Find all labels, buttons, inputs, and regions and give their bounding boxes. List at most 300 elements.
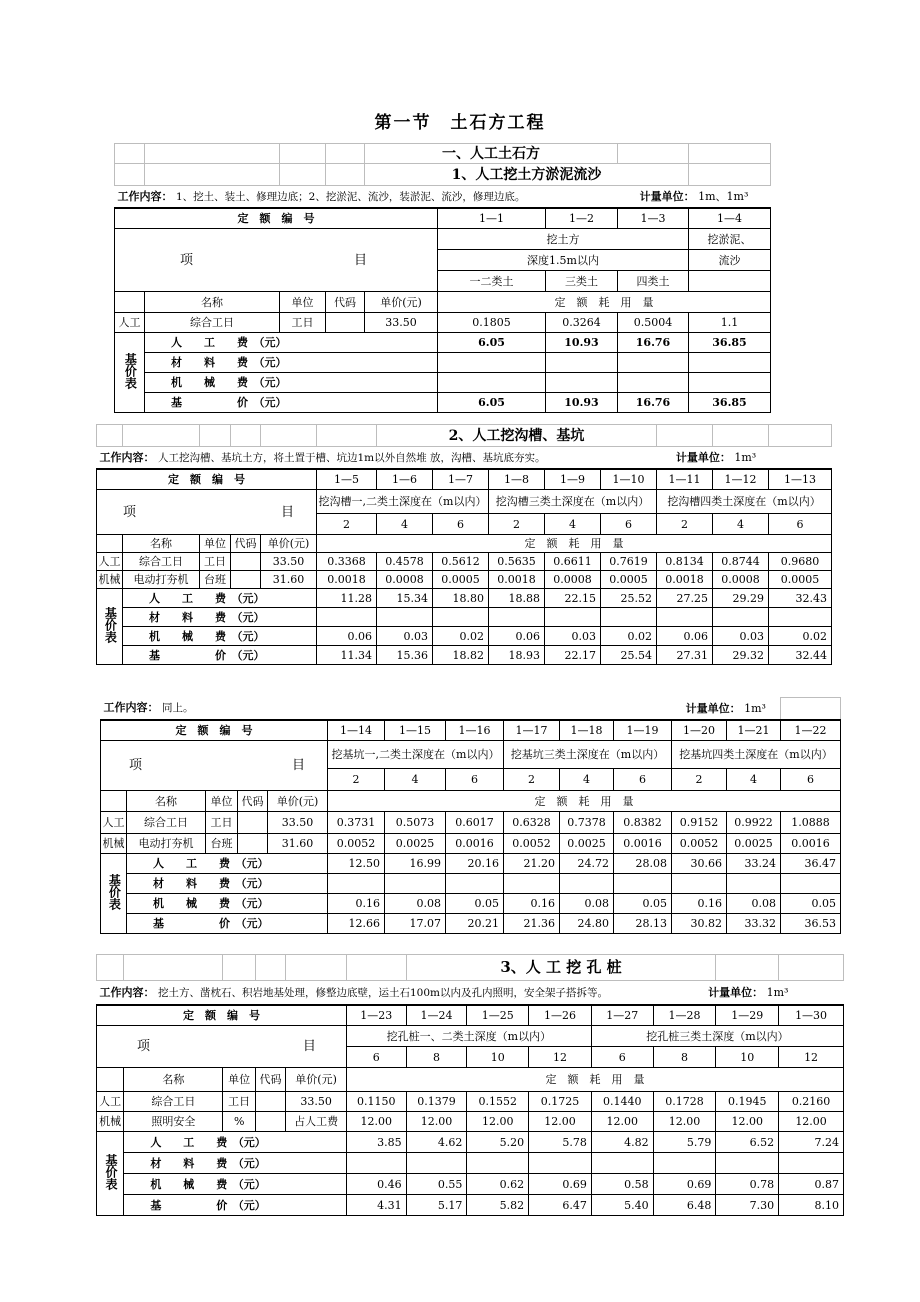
soil-class: 一二类土 xyxy=(438,271,546,292)
cost-value xyxy=(769,608,832,627)
cost-value: 16.76 xyxy=(618,333,689,353)
item-header: 项 目 xyxy=(97,490,317,535)
consumption-value: 0.0008 xyxy=(377,571,433,589)
consumption-value: 0.0052 xyxy=(328,834,385,854)
base-price-block xyxy=(97,1132,844,1216)
quota-code: 1—21 xyxy=(727,720,781,741)
quota-code: 1—7 xyxy=(433,469,489,490)
consumption-value: 0.9680 xyxy=(769,553,832,571)
cost-row-label: 机 械 费 （元） xyxy=(123,627,317,646)
cost-value xyxy=(601,608,657,627)
cost-value: 18.93 xyxy=(489,646,545,665)
cost-value: 0.02 xyxy=(769,627,832,646)
cost-value: 6.52 xyxy=(716,1132,779,1153)
depth-value: 6 xyxy=(433,514,489,535)
cost-value xyxy=(653,1153,716,1174)
quota-code: 1—11 xyxy=(657,469,713,490)
consumption-value: 0.0008 xyxy=(545,571,601,589)
consumption-value: 0.0018 xyxy=(489,571,545,589)
soil-class: 四类土 xyxy=(618,271,689,292)
quota-code: 1—26 xyxy=(529,1005,592,1026)
base-price-label: 基价表 xyxy=(101,854,127,934)
cost-value: 32.44 xyxy=(769,646,832,665)
code-header: 定 额 编 号 xyxy=(97,469,317,490)
unit-value: 1m³ xyxy=(744,701,766,715)
cost-value: 0.78 xyxy=(716,1174,779,1195)
consumption-value: 0.0052 xyxy=(504,834,560,854)
resource-name: 综合工日 xyxy=(124,1092,223,1112)
consumption-value: 0.1945 xyxy=(716,1092,779,1112)
cost-value: 0.69 xyxy=(653,1174,716,1195)
consumption-value: 0.1728 xyxy=(653,1092,716,1112)
cost-value xyxy=(546,353,618,373)
depth-value: 10 xyxy=(467,1047,529,1068)
quota-code: 1—25 xyxy=(467,1005,529,1026)
cost-value: 0.69 xyxy=(529,1174,592,1195)
quota-code: 1—17 xyxy=(504,720,560,741)
resource-unit: 工日 xyxy=(200,553,231,571)
cost-value: 18.80 xyxy=(433,589,489,608)
resource-name: 电动打夯机 xyxy=(127,834,206,854)
consumption-value: 12.00 xyxy=(591,1112,653,1132)
depth-value: 2 xyxy=(489,514,545,535)
cost-value: 11.34 xyxy=(317,646,377,665)
quota-code: 1—24 xyxy=(406,1005,467,1026)
consumption-value: 0.9922 xyxy=(727,812,781,834)
quota-code: 1—18 xyxy=(560,720,614,741)
consumption-value: 12.00 xyxy=(406,1112,467,1132)
cost-value: 4.62 xyxy=(406,1132,467,1153)
cost-value: 24.80 xyxy=(560,914,614,934)
consumption-value: 12.00 xyxy=(653,1112,716,1132)
quota-code: 1—28 xyxy=(653,1005,716,1026)
cost-value: 12.50 xyxy=(328,854,385,874)
cost-value: 25.52 xyxy=(601,589,657,608)
cost-value: 0.16 xyxy=(672,894,727,914)
cost-value xyxy=(433,608,489,627)
depth-value: 2 xyxy=(672,769,727,791)
cost-value: 0.06 xyxy=(489,627,545,646)
consumption-value: 0.0018 xyxy=(657,571,713,589)
unit-price: 33.50 xyxy=(286,1092,347,1112)
cost-row-label: 材 料 费 （元） xyxy=(127,874,328,894)
unit-price: 33.50 xyxy=(268,812,328,834)
resource-name: 综合工日 xyxy=(145,313,280,333)
cost-value: 16.99 xyxy=(385,854,446,874)
resource-name: 电动打夯机 xyxy=(123,571,200,589)
cost-value: 6.05 xyxy=(438,393,546,413)
consumption-value: 0.7619 xyxy=(601,553,657,571)
group-label: 挖沟槽一,二类土深度在（m以内） xyxy=(317,490,489,514)
cost-value: 0.06 xyxy=(317,627,377,646)
cost-value: 5.17 xyxy=(406,1195,467,1216)
consumption-value: 1.0888 xyxy=(781,812,841,834)
cost-value: 16.76 xyxy=(618,393,689,413)
cost-value xyxy=(545,608,601,627)
cost-value: 0.58 xyxy=(591,1174,653,1195)
consumption-value: 0.1150 xyxy=(346,1092,406,1112)
quota-code: 1—27 xyxy=(591,1005,653,1026)
cost-value xyxy=(467,1153,529,1174)
unit-value: 1m³ xyxy=(766,985,789,999)
cost-value: 22.17 xyxy=(545,646,601,665)
cost-row-label: 基 价 （元） xyxy=(145,393,438,413)
cost-value: 5.79 xyxy=(653,1132,716,1153)
consumption-header: 定 额 耗 用 量 xyxy=(317,535,832,553)
group-label: 挖土方 xyxy=(438,229,689,250)
cost-row-label: 机 械 费 （元） xyxy=(145,373,438,393)
cost-value: 0.05 xyxy=(781,894,841,914)
consumption-value: 0.5635 xyxy=(489,553,545,571)
depth-value: 12 xyxy=(529,1047,592,1068)
resource-unit: 工日 xyxy=(280,313,326,333)
table-bored-pile xyxy=(96,954,844,1216)
cost-value: 0.03 xyxy=(545,627,601,646)
consumption-value: 12.00 xyxy=(529,1112,592,1132)
consumption-value: 0.0005 xyxy=(769,571,832,589)
quota-code: 1—30 xyxy=(779,1005,844,1026)
depth-value: 6 xyxy=(781,769,841,791)
work-content-text: 同上。 xyxy=(162,702,194,715)
consumption-value: 0.0025 xyxy=(727,834,781,854)
col-code: 代码 xyxy=(255,1068,285,1092)
base-price-block xyxy=(101,854,841,934)
cost-value: 32.43 xyxy=(769,589,832,608)
cost-value: 30.82 xyxy=(672,914,727,934)
cost-value: 0.03 xyxy=(377,627,433,646)
group-label: 挖基坑三类土深度在（m以内） xyxy=(504,741,672,769)
cost-row-label: 机 械 费 （元） xyxy=(127,894,328,914)
cost-value: 0.16 xyxy=(328,894,385,914)
consumption-value: 0.5612 xyxy=(433,553,489,571)
cost-value: 15.34 xyxy=(377,589,433,608)
consumption-value: 0.8382 xyxy=(614,812,672,834)
quota-code: 1—16 xyxy=(446,720,504,741)
col-code: 代码 xyxy=(326,292,365,313)
cost-value xyxy=(438,353,546,373)
consumption-value: 0.3264 xyxy=(546,313,618,333)
col-code: 代码 xyxy=(231,535,261,553)
soil-class: 三类土 xyxy=(546,271,618,292)
consumption-value: 0.3368 xyxy=(317,553,377,571)
depth-value: 8 xyxy=(406,1047,467,1068)
cost-value: 5.78 xyxy=(529,1132,592,1153)
group-sublabel: 深度1.5m以内 xyxy=(438,250,689,271)
cost-value: 0.06 xyxy=(657,627,713,646)
cost-value xyxy=(489,608,545,627)
consumption-value: 0.9152 xyxy=(672,812,727,834)
unit-price: 33.50 xyxy=(261,553,317,571)
consumption-value: 12.00 xyxy=(467,1112,529,1132)
section-heading: 2、人工挖沟槽、基坑 xyxy=(377,425,657,447)
cost-value xyxy=(529,1153,592,1174)
cost-value: 5.20 xyxy=(467,1132,529,1153)
consumption-value: 0.0008 xyxy=(713,571,769,589)
cost-value: 0.02 xyxy=(433,627,489,646)
depth-value: 6 xyxy=(614,769,672,791)
resource-unit: 工日 xyxy=(206,812,238,834)
work-content-label: 工作内容： xyxy=(103,701,159,715)
cost-value: 0.55 xyxy=(406,1174,467,1195)
item-header: 项 目 xyxy=(101,741,328,791)
cost-value: 6.48 xyxy=(653,1195,716,1216)
cost-value: 0.16 xyxy=(504,894,560,914)
unit-value: 1m、1m³ xyxy=(698,189,749,203)
consumption-value: 0.0052 xyxy=(672,834,727,854)
consumption-value: 0.0018 xyxy=(317,571,377,589)
unit-label: 计量单位： xyxy=(675,450,731,464)
consumption-value: 12.00 xyxy=(779,1112,844,1132)
consumption-value: 0.0025 xyxy=(385,834,446,854)
cost-value: 0.62 xyxy=(467,1174,529,1195)
cost-value xyxy=(713,608,769,627)
quota-code: 1—29 xyxy=(716,1005,779,1026)
cost-value: 0.08 xyxy=(560,894,614,914)
col-price: 单价(元) xyxy=(365,292,438,313)
depth-value: 2 xyxy=(328,769,385,791)
depth-value: 10 xyxy=(716,1047,779,1068)
cost-value: 22.15 xyxy=(545,589,601,608)
col-code: 代码 xyxy=(238,791,268,812)
cost-value: 0.05 xyxy=(614,894,672,914)
cost-value: 0.46 xyxy=(346,1174,406,1195)
work-content-text: 人工挖沟槽、基坑土方，将土置于槽、坑边1m以外自然堆 放，沟槽、基坑底夯实。 xyxy=(158,451,546,464)
cost-value: 21.20 xyxy=(504,854,560,874)
depth-value: 4 xyxy=(385,769,446,791)
base-price-block xyxy=(115,333,771,413)
group-label: 挖基坑一,二类土深度在（m以内） xyxy=(328,741,504,769)
cost-value: 6.47 xyxy=(529,1195,592,1216)
quota-code: 1—12 xyxy=(713,469,769,490)
row-category: 机械 xyxy=(97,571,123,589)
quota-code: 1—4 xyxy=(689,208,771,229)
col-name: 名称 xyxy=(123,535,200,553)
cost-value: 36.47 xyxy=(781,854,841,874)
cost-value: 12.66 xyxy=(328,914,385,934)
cost-value: 27.31 xyxy=(657,646,713,665)
cost-value xyxy=(618,353,689,373)
cost-value: 28.08 xyxy=(614,854,672,874)
code-header: 定 额 编 号 xyxy=(115,208,438,229)
cost-value: 36.85 xyxy=(689,333,771,353)
depth-value: 6 xyxy=(591,1047,653,1068)
consumption-value: 0.0016 xyxy=(614,834,672,854)
cost-value xyxy=(560,874,614,894)
col-unit: 单位 xyxy=(206,791,238,812)
cost-value: 28.13 xyxy=(614,914,672,934)
cost-value xyxy=(689,353,771,373)
group-label: 挖孔桩三类土深度（m以内） xyxy=(591,1026,843,1047)
consumption-value: 0.6017 xyxy=(446,812,504,834)
consumption-value: 12.00 xyxy=(346,1112,406,1132)
col-name: 名称 xyxy=(124,1068,223,1092)
page-title: 第一节 土石方工程 xyxy=(374,113,546,133)
col-unit: 单位 xyxy=(200,535,231,553)
group-label: 流沙 xyxy=(689,250,771,271)
resource-unit: 台班 xyxy=(206,834,238,854)
depth-value: 6 xyxy=(769,514,832,535)
group-label: 挖孔桩一、二类土深度（m以内） xyxy=(346,1026,591,1047)
cost-value: 18.82 xyxy=(433,646,489,665)
depth-value: 2 xyxy=(317,514,377,535)
group-label: 挖沟槽三类土深度在（m以内） xyxy=(489,490,657,514)
depth-value: 8 xyxy=(653,1047,716,1068)
unit-price: 31.60 xyxy=(261,571,317,589)
unit-label: 计量单位： xyxy=(639,189,695,203)
depth-value: 6 xyxy=(601,514,657,535)
quota-code: 1—19 xyxy=(614,720,672,741)
resource-unit: 台班 xyxy=(200,571,231,589)
col-name: 名称 xyxy=(127,791,206,812)
depth-value: 12 xyxy=(779,1047,844,1068)
consumption-value: 0.6611 xyxy=(545,553,601,571)
cost-value: 27.25 xyxy=(657,589,713,608)
unit-value: 1m³ xyxy=(734,450,757,464)
consumption-value: 12.00 xyxy=(716,1112,779,1132)
consumption-value: 0.0016 xyxy=(446,834,504,854)
row-category: 机械 xyxy=(101,834,127,854)
cost-value: 17.07 xyxy=(385,914,446,934)
unit-price: 31.60 xyxy=(268,834,328,854)
cost-value: 0.02 xyxy=(601,627,657,646)
quota-code: 1—20 xyxy=(672,720,727,741)
cost-value: 0.87 xyxy=(779,1174,844,1195)
depth-value: 6 xyxy=(346,1047,406,1068)
depth-value: 4 xyxy=(713,514,769,535)
quota-code: 1—23 xyxy=(346,1005,406,1026)
consumption-value: 0.4578 xyxy=(377,553,433,571)
depth-value: 4 xyxy=(545,514,601,535)
unit-price: 占人工费 xyxy=(286,1112,347,1132)
cost-value xyxy=(727,874,781,894)
cost-value: 10.93 xyxy=(546,393,618,413)
cost-value xyxy=(716,1153,779,1174)
consumption-value: 0.1440 xyxy=(591,1092,653,1112)
group-label: 挖淤泥、 xyxy=(689,229,771,250)
consumption-header: 定 额 耗 用 量 xyxy=(346,1068,843,1092)
cost-value xyxy=(438,373,546,393)
cost-value: 5.82 xyxy=(467,1195,529,1216)
cost-value xyxy=(657,608,713,627)
quota-code: 1—3 xyxy=(618,208,689,229)
cost-value: 36.53 xyxy=(781,914,841,934)
col-unit: 单位 xyxy=(280,292,326,313)
cost-value xyxy=(618,373,689,393)
quota-code: 1—15 xyxy=(385,720,446,741)
cost-value: 30.66 xyxy=(672,854,727,874)
consumption-value: 1.1 xyxy=(689,313,771,333)
cost-value xyxy=(546,373,618,393)
depth-value: 4 xyxy=(560,769,614,791)
consumption-value: 0.3731 xyxy=(328,812,385,834)
cost-row-label: 机 械 费 （元） xyxy=(124,1174,347,1195)
cost-value: 3.85 xyxy=(346,1132,406,1153)
cost-value: 0.05 xyxy=(446,894,504,914)
work-content-label: 工作内容： xyxy=(117,189,173,203)
work-content-text: 挖土方、凿枕石、积岩地基处理，修整边底壁，运土石100m以内及孔内照明，安全架子搭拆等。 xyxy=(158,986,608,999)
cost-row-label: 人 工 费 （元） xyxy=(123,589,317,608)
section-heading: 一、人工土石方 xyxy=(365,144,618,164)
item-header: 项 目 xyxy=(97,1026,347,1068)
cost-value: 24.72 xyxy=(560,854,614,874)
consumption-header: 定 额 耗 用 量 xyxy=(438,292,771,313)
consumption-value: 0.0005 xyxy=(433,571,489,589)
cost-row-label: 人 工 费 （元） xyxy=(127,854,328,874)
cost-value: 29.29 xyxy=(713,589,769,608)
cost-row-label: 人 工 费 （元） xyxy=(145,333,438,353)
row-category: 人工 xyxy=(115,313,145,333)
quota-code: 1—9 xyxy=(545,469,601,490)
code-header: 定 额 编 号 xyxy=(97,1005,347,1026)
cost-value: 33.24 xyxy=(727,854,781,874)
resource-unit: 工日 xyxy=(223,1092,255,1112)
cost-row-label: 材 料 费 （元） xyxy=(124,1153,347,1174)
cost-value: 18.88 xyxy=(489,589,545,608)
col-price: 单价(元) xyxy=(268,791,328,812)
cost-value xyxy=(346,1153,406,1174)
cost-row-label: 基 价 （元） xyxy=(124,1195,347,1216)
code-header: 定 额 编 号 xyxy=(101,720,328,741)
cost-value: 7.24 xyxy=(779,1132,844,1153)
cost-value: 5.40 xyxy=(591,1195,653,1216)
consumption-value: 0.1379 xyxy=(406,1092,467,1112)
cost-value xyxy=(317,608,377,627)
consumption-value: 0.5004 xyxy=(618,313,689,333)
cost-value xyxy=(591,1153,653,1174)
cost-value: 0.08 xyxy=(727,894,781,914)
consumption-value: 0.1805 xyxy=(438,313,546,333)
table-trench-pit xyxy=(96,424,832,665)
table-foundation-pit xyxy=(100,697,841,934)
cost-value xyxy=(779,1153,844,1174)
cost-value: 15.36 xyxy=(377,646,433,665)
cost-row-label: 人 工 费 （元） xyxy=(124,1132,347,1153)
consumption-value: 0.0025 xyxy=(560,834,614,854)
base-price-label: 基价表 xyxy=(97,589,123,665)
cost-value: 20.21 xyxy=(446,914,504,934)
quota-code: 1—1 xyxy=(438,208,546,229)
cost-value: 4.82 xyxy=(591,1132,653,1153)
cost-value: 0.08 xyxy=(385,894,446,914)
group-label: 挖基坑四类土深度在（m以内） xyxy=(672,741,841,769)
unit-label: 计量单位： xyxy=(685,701,741,715)
depth-value: 2 xyxy=(504,769,560,791)
quota-code: 1—14 xyxy=(328,720,385,741)
cost-value: 25.54 xyxy=(601,646,657,665)
base-price-label: 基价表 xyxy=(97,1132,124,1216)
table-earthwork-manual xyxy=(114,143,771,413)
col-price: 单价(元) xyxy=(286,1068,347,1092)
cost-value: 7.30 xyxy=(716,1195,779,1216)
consumption-value: 0.0005 xyxy=(601,571,657,589)
cost-value: 20.16 xyxy=(446,854,504,874)
consumption-value: 0.1552 xyxy=(467,1092,529,1112)
cost-row-label: 材 料 费 （元） xyxy=(145,353,438,373)
cost-value xyxy=(328,874,385,894)
cost-value: 8.10 xyxy=(779,1195,844,1216)
section-heading: 3、人 工 挖 孔 桩 xyxy=(406,955,716,981)
resource-name: 综合工日 xyxy=(123,553,200,571)
consumption-value: 0.7378 xyxy=(560,812,614,834)
row-category: 人工 xyxy=(97,1092,124,1112)
cost-value: 6.05 xyxy=(438,333,546,353)
consumption-header: 定 额 耗 用 量 xyxy=(328,791,841,812)
col-name: 名称 xyxy=(145,292,280,313)
cost-value: 10.93 xyxy=(546,333,618,353)
row-category: 人工 xyxy=(101,812,127,834)
consumption-value: 0.6328 xyxy=(504,812,560,834)
cost-value xyxy=(672,874,727,894)
